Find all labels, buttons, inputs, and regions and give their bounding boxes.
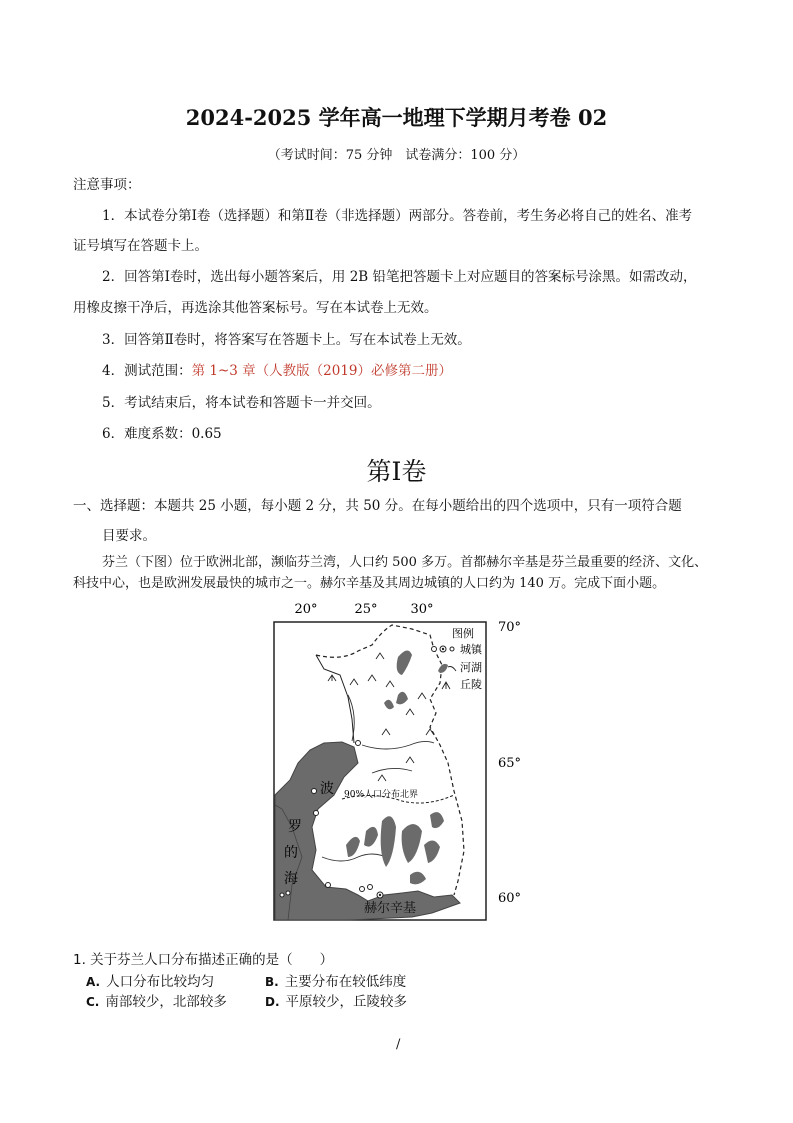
option-letter: D. [265, 995, 280, 1009]
population-boundary-label: 90%人口分布北界 [344, 790, 419, 800]
legend-town-label: 城镇 [460, 643, 482, 656]
option-text: 平原较少，丘陵较多 [285, 994, 408, 1010]
legend-title: 图例 [452, 627, 474, 640]
notes-item-4-prefix: 4．测试范围： [102, 363, 192, 379]
lon-label-20: 20° [294, 602, 318, 617]
option-text: 人口分布比较均匀 [106, 974, 215, 990]
question-1-option-d[interactable] [265, 990, 407, 1010]
sea-label-4: 海 [284, 871, 298, 887]
lon-label-25: 25° [354, 602, 378, 617]
notes-item-3: 3．回答第Ⅱ卷时，将答案写在答题卡上。写在本试卷上无效。 [102, 332, 471, 348]
option-letter: A. [86, 975, 101, 989]
city-label-helsinki: 赫尔辛基 [364, 901, 417, 916]
option-letter: C. [86, 995, 100, 1009]
legend-hill-label: 丘陵 [460, 678, 482, 691]
notes-item-1-line-2: 证号填写在答题卡上。 [73, 238, 208, 254]
sea-label-2: 罗 [288, 819, 302, 835]
sea-label-3: 的 [284, 845, 298, 861]
lat-label-70: 70° [498, 620, 522, 635]
question-1-option-c[interactable] [86, 990, 227, 1010]
section-title: 第Ⅰ卷 [366, 457, 427, 486]
option-text: 主要分布在较低纬度 [284, 974, 407, 990]
sea-label-1: 波 [320, 781, 334, 797]
lon-label-30: 30° [410, 602, 434, 617]
notes-item-2-line-1: 2．回答第Ⅰ卷时，选出每小题答案后，用 2B 铅笔把答题卡上对应题目的答案标号涂黑。如需改动， [102, 269, 697, 285]
section-instruction-line-2: 目要求。 [102, 528, 156, 544]
exam-title: 2024-2025 学年高一地理下学期月考卷 02 [185, 105, 608, 130]
option-letter: B. [265, 975, 279, 989]
page-mark: / [396, 1037, 401, 1052]
exam-subtitle: （考试时间：75 分钟 试卷满分：100 分） [267, 148, 526, 163]
passage-line-2: 科技中心，也是欧洲发展最快的城市之一。赫尔辛基及其周边城镇的人口约为 140 万。完成下面小题。 [73, 576, 666, 591]
passage-line-1: 芬兰（下图）位于欧洲北部，濒临芬兰湾，人口约 500 多万。首都赫尔辛基是芬兰最重要的经济、文化、 [102, 555, 708, 570]
option-text: 南部较少，北部较多 [105, 994, 227, 1010]
legend-lake-label: 河湖 [460, 661, 482, 674]
notes-heading: 注意事项： [73, 177, 141, 193]
notes-item-5: 5．考试结束后，将本试卷和答题卡一并交回。 [102, 395, 381, 411]
notes-item-1-line-1: 1．本试卷分第Ⅰ卷（选择题）和第Ⅱ卷（非选择题）两部分。答卷前，考生务必将自己的姓名、准考 [102, 208, 693, 224]
test-range: 第 1~3 章（人教版（2019）必修第二册） [191, 363, 453, 379]
lat-label-60: 60° [498, 891, 522, 906]
section-instruction-line-1: 一、选择题：本题共 25 小题，每小题 2 分，共 50 分。在每小题给出的四个选项中，只有一项符合题 [73, 498, 682, 514]
question-1-option-a[interactable] [86, 970, 214, 990]
question-1-stem: 1. 关于芬兰人口分布描述正确的是（ ） [73, 952, 334, 968]
notes-item-6: 6．难度系数：0.65 [102, 426, 222, 442]
finland-map [262, 595, 532, 925]
notes-item-2-line-2: 用橡皮擦干净后，再选涂其他答案标号。写在本试卷上无效。 [73, 300, 438, 316]
question-1-option-b[interactable] [265, 970, 406, 990]
notes-item-4 [102, 361, 452, 381]
lat-label-65: 65° [498, 756, 522, 771]
